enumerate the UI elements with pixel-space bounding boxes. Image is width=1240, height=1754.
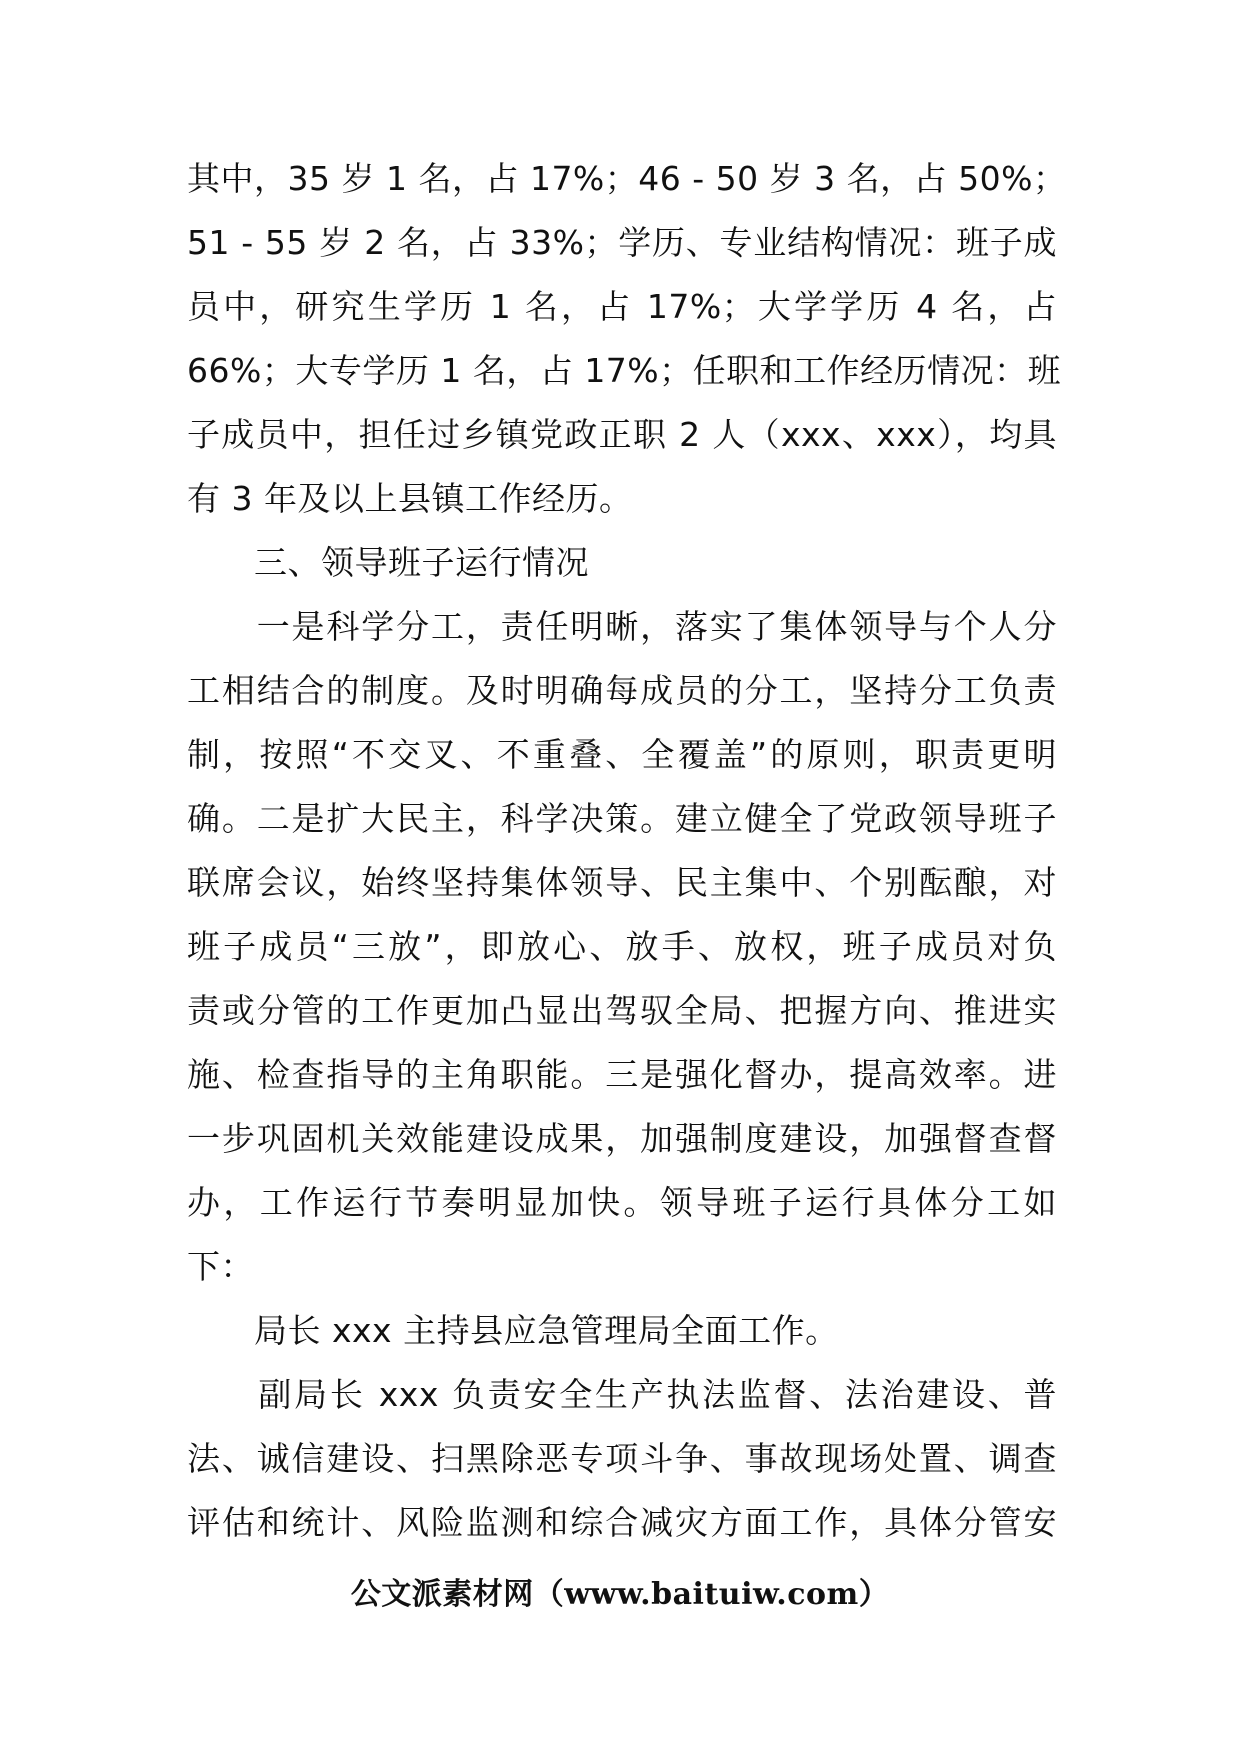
text-line: 子成员中，担任过乡镇党政正职 2 人（xxx、xxx），均具 (187, 415, 1057, 454)
footer-watermark: 公文派素材网（www.baituiw.com） (350, 1577, 890, 1612)
text-line: 局长 xxx 主持县应急管理局全面工作。 (187, 1311, 839, 1350)
text-line: 确。二是扩大民主，科学决策。建立健全了党政领导班子 (187, 799, 1057, 838)
text-line: 员中，研究生学历 1 名，占 17%；大学学历 4 名，占 (187, 287, 1057, 326)
text-line: 下： (187, 1247, 254, 1286)
text-line: 施、检查指导的主角职能。三是强化督办，提高效率。进 (187, 1055, 1057, 1094)
text-line: 一步巩固机关效能建设成果，加强制度建设，加强督查督 (187, 1119, 1057, 1158)
text-line: 法、诚信建设、扫黑除恶专项斗争、事故现场处置、调查 (187, 1439, 1057, 1478)
text-line: 副局长 xxx 负责安全生产执法监督、法治建设、普 (187, 1375, 1057, 1414)
text-line: 联席会议，始终坚持集体领导、民主集中、个别酝酿，对 (187, 863, 1057, 902)
text-line: 班子成员“三放”，即放心、放手、放权，班子成员对负 (187, 927, 1057, 966)
section-heading: 三、领导班子运行情况 (187, 543, 589, 582)
text-line: 有 3 年及以上县镇工作经历。 (187, 479, 633, 518)
text-line: 51 - 55 岁 2 名，占 33%；学历、专业结构情况：班子成 (187, 223, 1057, 262)
body-text (187, 147, 1067, 1555)
text-line: 工相结合的制度。及时明确每成员的分工，坚持分工负责 (187, 671, 1057, 710)
text-line: 制，按照“不交叉、不重叠、全覆盖”的原则，职责更明 (187, 735, 1057, 774)
text-line: 责或分管的工作更加凸显出驾驭全局、把握方向、推进实 (187, 991, 1057, 1030)
text-line: 办，工作运行节奏明显加快。领导班子运行具体分工如 (187, 1183, 1057, 1222)
text-line: 评估和统计、风险监测和综合减灾方面工作，具体分管安 (187, 1503, 1057, 1542)
text-line: 66%；大专学历 1 名，占 17%；任职和工作经历情况：班 (187, 351, 1062, 390)
text-line: 一是科学分工，责任明晰，落实了集体领导与个人分 (187, 607, 1057, 646)
text-line: 其中，35 岁 1 名，占 17%；46 - 50 岁 3 名，占 50%； (187, 159, 1067, 198)
